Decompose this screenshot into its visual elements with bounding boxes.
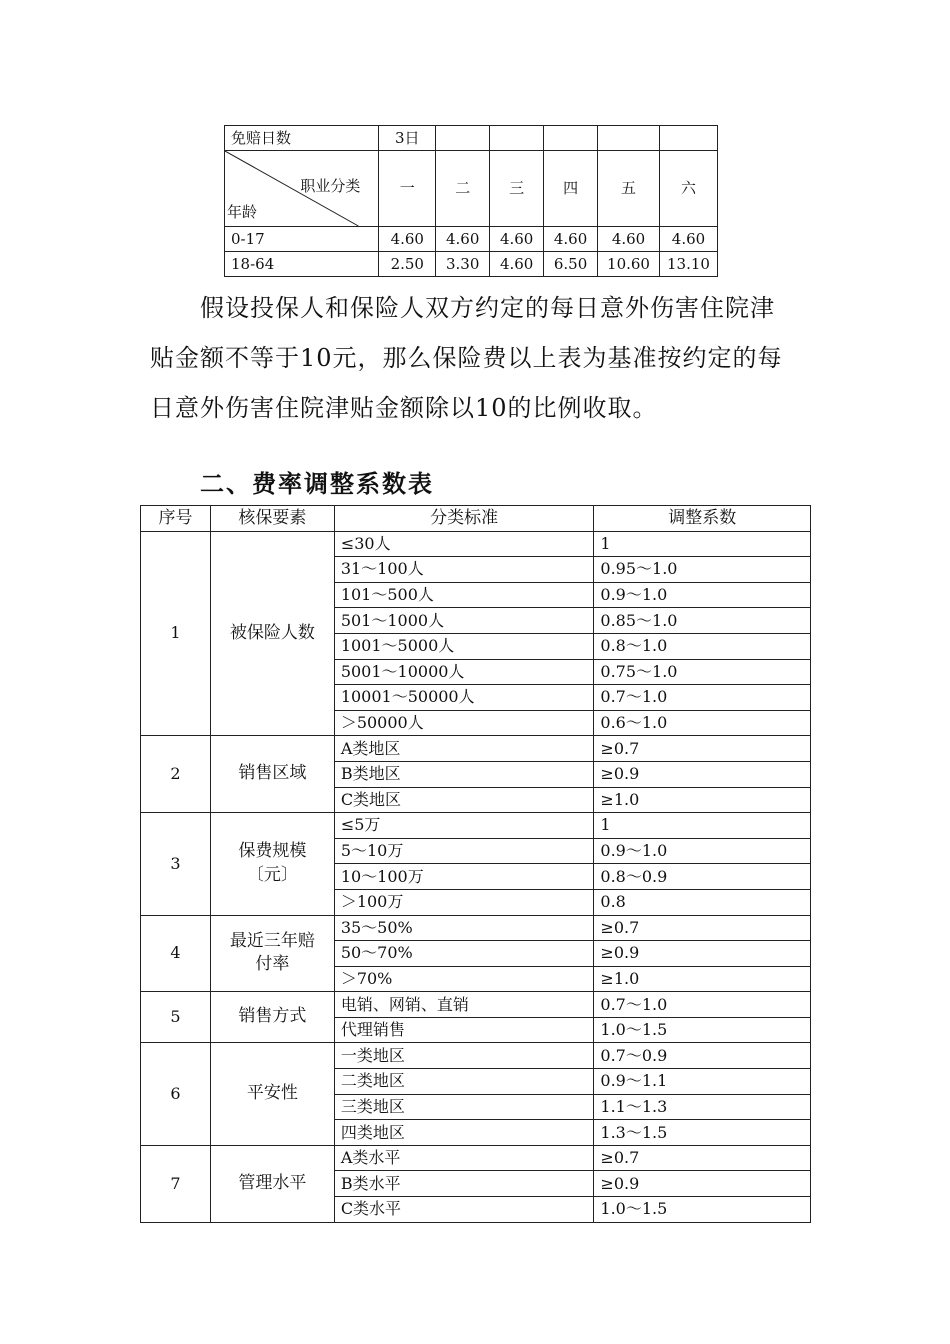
- age-range: 0-17: [225, 227, 379, 252]
- paragraph-line: 贴金额不等于10元，那么保险费以上表为基准按约定的每: [150, 344, 783, 372]
- adjustment-coefficient: 0.8～0.9: [594, 864, 811, 890]
- adjustment-coefficient: 0.85～1.0: [594, 608, 811, 634]
- header-row: [225, 151, 718, 227]
- classification-standard: 电销、网销、直销: [334, 992, 594, 1018]
- classification-standard: 一类地区: [334, 1043, 594, 1069]
- table-row: [141, 531, 811, 557]
- classification-standard: 二类地区: [334, 1069, 594, 1095]
- rate-adjustment-table: [140, 505, 811, 1223]
- classification-standard: B类水平: [334, 1171, 594, 1197]
- occupation-class-label: 职业分类: [300, 177, 361, 195]
- factor-label: 销售方式: [238, 1006, 307, 1027]
- adjustment-coefficient: 1: [594, 531, 811, 557]
- adjustment-coefficient: 0.6～1.0: [594, 710, 811, 736]
- classification-standard: 10001～50000人: [334, 685, 594, 711]
- rate-cell: 4.60: [490, 252, 544, 277]
- classification-standard: 10～100万: [334, 864, 594, 890]
- adjustment-coefficient: ≥0.7: [594, 736, 811, 762]
- classification-standard: 31～100人: [334, 557, 594, 583]
- rate-cell: 4.60: [659, 227, 717, 252]
- section-heading: 二、费率调整系数表: [200, 470, 434, 498]
- underwriting-factor: [210, 992, 334, 1043]
- paragraph-line: 假设投保人和保险人双方约定的每日意外伤害住院津: [200, 294, 775, 322]
- factor-label: 保费规模: [238, 841, 307, 862]
- underwriting-factor: [210, 1145, 334, 1222]
- adjustment-coefficient: ≥0.7: [594, 915, 811, 941]
- rate-cell: 4.60: [544, 227, 598, 252]
- table-row: [141, 1043, 811, 1069]
- adjustment-coefficient: 0.7～1.0: [594, 992, 811, 1018]
- table-row: [141, 1145, 811, 1171]
- factor-label-line2: 〔元〕: [246, 864, 298, 885]
- class-header: 六: [659, 151, 717, 227]
- age-label: 年龄: [227, 203, 258, 221]
- classification-standard: ≤5万: [334, 813, 594, 839]
- paragraph-line: 日意外伤害住院津贴金额除以10的比例收取。: [150, 394, 658, 422]
- adjustment-coefficient: 0.7～1.0: [594, 685, 811, 711]
- classification-standard: C类水平: [334, 1197, 594, 1223]
- column-header: 调整系数: [594, 506, 811, 532]
- row-number: 6: [141, 1043, 211, 1145]
- classification-standard: 四类地区: [334, 1120, 594, 1146]
- adjustment-coefficient: 0.8～1.0: [594, 633, 811, 659]
- classification-standard: 1001～5000人: [334, 633, 594, 659]
- class-header: 二: [436, 151, 490, 227]
- table-row: [141, 915, 811, 941]
- rate-cell: 4.60: [379, 227, 436, 252]
- adjustment-coefficient: 1.0～1.5: [594, 1017, 811, 1043]
- classification-standard: 35～50%: [334, 915, 594, 941]
- deductible-row: [225, 126, 718, 151]
- factor-label: 平安性: [246, 1083, 298, 1104]
- class-header: 一: [379, 151, 436, 227]
- adjustment-coefficient: ≥0.7: [594, 1145, 811, 1171]
- row-number: 1: [141, 531, 211, 736]
- diagonal-header-cell: [225, 151, 379, 227]
- adjustment-coefficient: ≥0.9: [594, 941, 811, 967]
- classification-standard: A类地区: [334, 736, 594, 762]
- row-number: 4: [141, 915, 211, 992]
- underwriting-factor: [210, 531, 334, 736]
- deductible-value: 3日: [379, 126, 436, 151]
- classification-standard: C类地区: [334, 787, 594, 813]
- adjustment-coefficient: ≥0.9: [594, 1171, 811, 1197]
- explanation-paragraph: [150, 283, 830, 433]
- rate-cell: 10.60: [598, 252, 660, 277]
- classification-standard: 101～500人: [334, 582, 594, 608]
- header-row: [141, 506, 811, 532]
- classification-standard: ＞100万: [334, 889, 594, 915]
- adjustment-coefficient: 0.9～1.0: [594, 838, 811, 864]
- factor-label: 管理水平: [238, 1172, 307, 1193]
- row-number: 2: [141, 736, 211, 813]
- column-header: 序号: [141, 506, 211, 532]
- adjustment-coefficient: 0.9～1.0: [594, 582, 811, 608]
- factor-label: 最近三年赔: [229, 930, 315, 951]
- adjustment-coefficient: 0.75～1.0: [594, 659, 811, 685]
- adjustment-coefficient: ≥1.0: [594, 787, 811, 813]
- adjustment-coefficient: 0.9～1.1: [594, 1069, 811, 1095]
- adjustment-coefficient: 0.8: [594, 889, 811, 915]
- column-header: 核保要素: [210, 506, 334, 532]
- rate-cell: 4.60: [490, 227, 544, 252]
- rate-cell: 2.50: [379, 252, 436, 277]
- adjustment-coefficient: ≥1.0: [594, 966, 811, 992]
- adjustment-coefficient: 0.7～0.9: [594, 1043, 811, 1069]
- row-number: 5: [141, 992, 211, 1043]
- classification-standard: ＞50000人: [334, 710, 594, 736]
- classification-standard: ≤30人: [334, 531, 594, 557]
- table-row: [225, 227, 718, 252]
- class-header: 五: [598, 151, 660, 227]
- classification-standard: 501～1000人: [334, 608, 594, 634]
- class-header: 四: [544, 151, 598, 227]
- table-row: [141, 813, 811, 839]
- classification-standard: ＞70%: [334, 966, 594, 992]
- classification-standard: A类水平: [334, 1145, 594, 1171]
- table-row: [141, 992, 811, 1018]
- adjustment-coefficient: 1.0～1.5: [594, 1197, 811, 1223]
- classification-standard: B类地区: [334, 761, 594, 787]
- rate-cell: 6.50: [544, 252, 598, 277]
- underwriting-factor: [210, 915, 334, 992]
- classification-standard: 5001～10000人: [334, 659, 594, 685]
- hospital-allowance-rate-table: [224, 125, 718, 277]
- rate-cell: 3.30: [436, 252, 490, 277]
- row-number: 7: [141, 1145, 211, 1222]
- classification-standard: 5～10万: [334, 838, 594, 864]
- table-row: [225, 252, 718, 277]
- rate-cell: 13.10: [659, 252, 717, 277]
- adjustment-coefficient: 1.1～1.3: [594, 1094, 811, 1120]
- classification-standard: 三类地区: [334, 1094, 594, 1120]
- adjustment-coefficient: 0.95～1.0: [594, 557, 811, 583]
- rate-cell: 4.60: [598, 227, 660, 252]
- underwriting-factor: [210, 736, 334, 813]
- classification-standard: 50～70%: [334, 941, 594, 967]
- factor-label-line2: 付率: [255, 954, 290, 975]
- column-header: 分类标准: [334, 506, 594, 532]
- adjustment-coefficient: 1: [594, 813, 811, 839]
- deductible-label: 免赔日数: [225, 126, 379, 151]
- factor-label: 被保险人数: [229, 622, 315, 643]
- class-header: 三: [490, 151, 544, 227]
- row-number: 3: [141, 813, 211, 915]
- factor-label: 销售区域: [238, 763, 307, 784]
- classification-standard: 代理销售: [334, 1017, 594, 1043]
- adjustment-coefficient: ≥0.9: [594, 761, 811, 787]
- underwriting-factor: [210, 1043, 334, 1145]
- adjustment-coefficient: 1.3～1.5: [594, 1120, 811, 1146]
- table-row: [141, 736, 811, 762]
- rate-cell: 4.60: [436, 227, 490, 252]
- age-range: 18-64: [225, 252, 379, 277]
- underwriting-factor: [210, 813, 334, 915]
